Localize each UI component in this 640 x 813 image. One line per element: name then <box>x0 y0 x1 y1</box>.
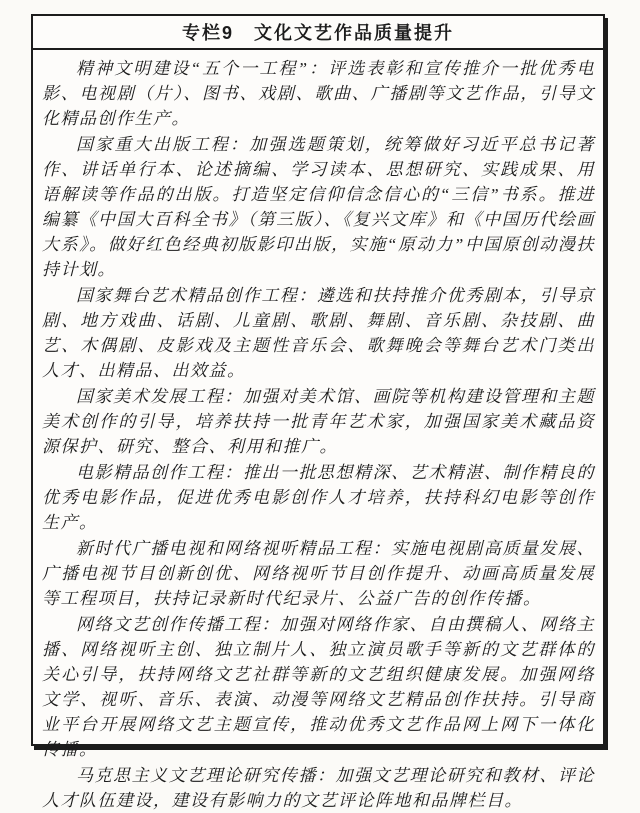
column-body <box>33 50 603 813</box>
paragraph-stage-art-project: 国家舞台艺术精品创作工程：遴选和扶持推介优秀剧本，引导京剧、地方戏曲、话剧、儿童剧、歌剧、舞剧、音乐剧、杂技剧、曲艺、木偶剧、皮影戏及主题性音乐会、歌舞晚会等舞台艺术门类出人才、出精品、出效益。 <box>42 286 595 380</box>
column-box <box>31 14 605 810</box>
paragraph-marxist-theory-research: 马克思主义文艺理论研究传播：加强文艺理论研究和教材、评论人才队伍建设，建设有影响力的文艺评论阵地和品牌栏目。 <box>42 766 595 810</box>
paragraph-national-publishing-project: 国家重大出版工程：加强选题策划，统筹做好习近平总书记著作、讲话单行本、论述摘编、学习读本、思想研究、实践成果、用语解读等作品的出版。打造坚定信仰信念信心的“三信”书系。推进编纂《中国大百科全书》（第三版）、《复兴文库》和《中国历代绘画大系》。做好红色经典初版影印出版，实施“原动力”中国原创动漫扶持计划。 <box>42 135 595 279</box>
paragraph-film-masterpiece-project: 电影精品创作工程：推出一批思想精深、艺术精湛、制作精良的优秀电影作品，促进优秀电影创作人才培养，扶持科幻电影等创作生产。 <box>42 463 595 532</box>
paragraph-wuge-yi-gongcheng: 精神文明建设“五个一工程”：评选表彰和宣传推介一批优秀电影、电视剧（片）、图书、戏剧、歌曲、广播剧等文艺作品，引导文化精品创作生产。 <box>42 59 595 128</box>
paragraph-online-literature-art-project: 网络文艺创作传播工程：加强对网络作家、自由撰稿人、网络主播、网络视听主创、独立制片人、独立演员歌手等新的文艺群体的关心引导，扶持网络文艺社群等新的文艺组织健康发展。加强网络文学、视听、音乐、表演、动漫等网络文艺精品创作扶持。引导商业平台开展网络文艺主题宣传，推动优秀文艺作品网上网下一体化传播。 <box>42 615 595 759</box>
paragraph-broadcast-network-av-project: 新时代广播电视和网络视听精品工程：实施电视剧高质量发展、广播电视节目创新创优、网络视听节目创作提升、动画高质量发展等工程项目，扶持记录新时代纪录片、公益广告的创作传播。 <box>42 539 595 608</box>
column-title: 专栏9 文化文艺作品质量提升 <box>33 16 603 50</box>
paragraph-fine-arts-project: 国家美术发展工程：加强对美术馆、画院等机构建设管理和主题美术创作的引导，培养扶持一批青年艺术家，加强国家美术藏品资源保护、研究、整合、利用和推广。 <box>42 387 595 456</box>
